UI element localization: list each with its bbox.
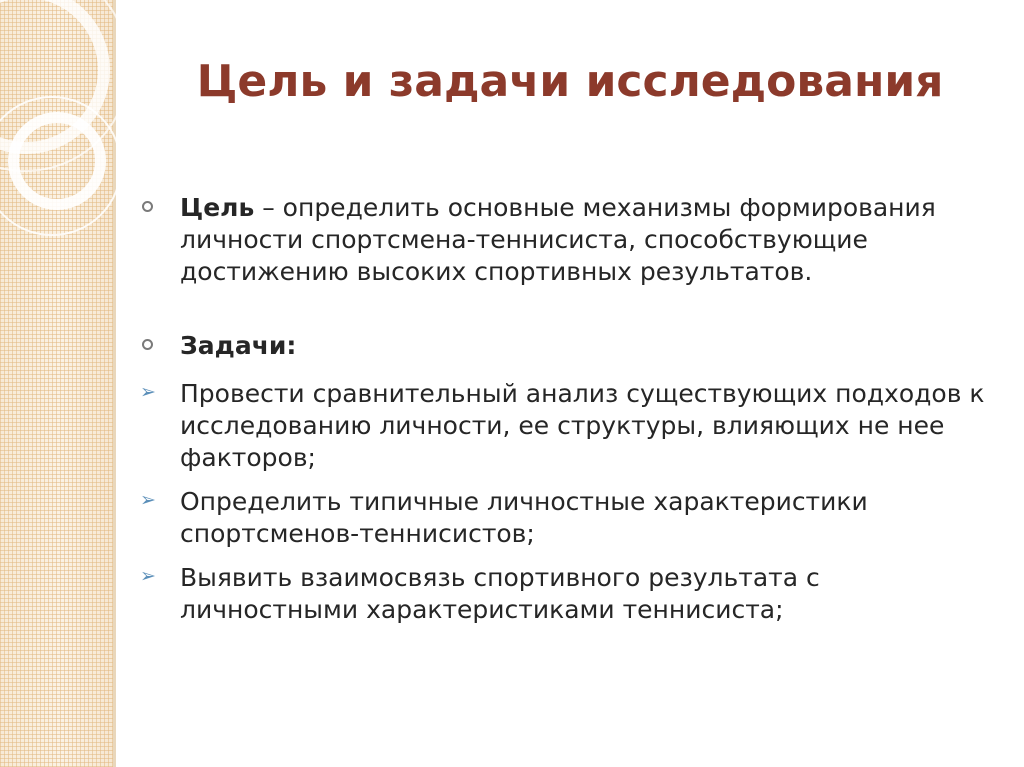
slide-body xyxy=(140,192,990,628)
list-item xyxy=(140,486,990,550)
arrow-bullet-icon: ➢ xyxy=(140,489,156,511)
arrow-bullet-icon: ➢ xyxy=(140,381,156,403)
slide-title: Цель и задачи исследования xyxy=(196,56,944,107)
goal-text: – определить основные механизмы формирования личности спортсмена-теннисиста, способствующие достижению высоких спортивных результатов. xyxy=(180,193,936,286)
spacer xyxy=(140,476,990,486)
goal-bullet-item xyxy=(140,192,990,288)
tasks-heading-label: Задачи: xyxy=(180,331,297,360)
decorative-ring-thick-bottom-icon xyxy=(8,112,106,210)
goal-text-wrapper xyxy=(180,192,990,288)
arrow-bullet-icon: ➢ xyxy=(140,565,156,587)
disc-bullet-icon xyxy=(140,192,180,216)
goal-label: Цель xyxy=(180,193,255,222)
tasks-heading-item xyxy=(140,330,990,362)
spacer xyxy=(140,294,990,330)
list-item xyxy=(140,378,990,474)
disc-bullet-icon xyxy=(140,330,180,354)
task-text: Провести сравнительный анализ существующих подходов к исследованию личности, ее структуры, влияющих не нее факторов; xyxy=(180,379,985,472)
spacer xyxy=(140,368,990,378)
task-text: Определить типичные личностные характеристики спортсменов-теннисистов; xyxy=(180,487,868,548)
spacer xyxy=(140,552,990,562)
list-item xyxy=(140,562,990,626)
task-text: Выявить взаимосвязь спортивного результата с личностными характеристиками теннисиста; xyxy=(180,563,820,624)
